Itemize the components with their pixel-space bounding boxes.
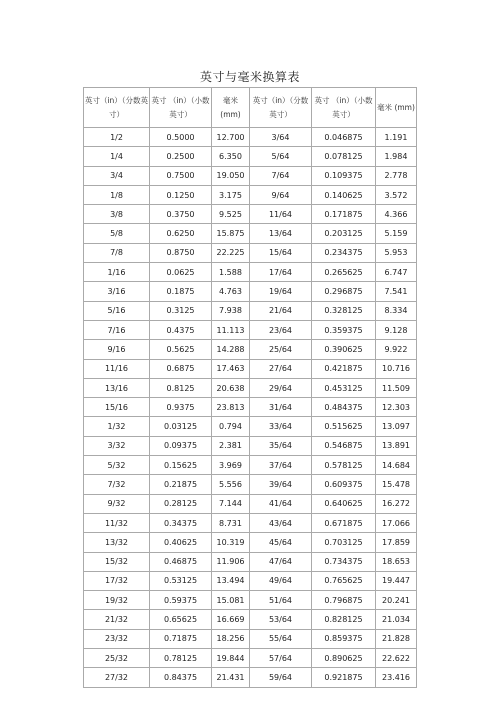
cell-millimeter: 6.350 — [212, 147, 250, 166]
cell-millimeter: 9.525 — [212, 205, 250, 224]
cell-decimal-inch: 0.484375 — [312, 398, 376, 417]
cell-fraction-inch: 53/64 — [250, 610, 312, 629]
cell-millimeter: 19.844 — [212, 649, 250, 668]
cell-millimeter: 3.175 — [212, 185, 250, 204]
cell-decimal-inch: 0.328125 — [312, 301, 376, 320]
cell-fraction-inch: 45/64 — [250, 533, 312, 552]
cell-decimal-inch: 0.609375 — [312, 475, 376, 494]
cell-decimal-inch: 0.890625 — [312, 649, 376, 668]
cell-fraction-inch: 33/64 — [250, 417, 312, 436]
cell-fraction-inch: 35/64 — [250, 436, 312, 455]
cell-millimeter: 4.366 — [376, 205, 417, 224]
cell-millimeter: 7.541 — [376, 282, 417, 301]
cell-decimal-inch: 0.921875 — [312, 668, 376, 687]
cell-millimeter: 11.906 — [212, 552, 250, 571]
cell-decimal-inch: 0.546875 — [312, 436, 376, 455]
cell-decimal-inch: 0.84375 — [150, 668, 212, 687]
cell-decimal-inch: 0.8125 — [150, 378, 212, 397]
cell-fraction-inch: 19/32 — [84, 591, 150, 610]
cell-millimeter: 5.556 — [212, 475, 250, 494]
cell-decimal-inch: 0.53125 — [150, 571, 212, 590]
cell-millimeter: 4.763 — [212, 282, 250, 301]
cell-decimal-inch: 0.0625 — [150, 263, 212, 282]
cell-millimeter: 14.684 — [376, 456, 417, 475]
table-row — [84, 571, 417, 590]
cell-millimeter: 21.034 — [376, 610, 417, 629]
cell-fraction-inch: 17/32 — [84, 571, 150, 590]
cell-fraction-inch: 47/64 — [250, 552, 312, 571]
cell-decimal-inch: 0.765625 — [312, 571, 376, 590]
cell-decimal-inch: 0.5625 — [150, 340, 212, 359]
table-row — [84, 378, 417, 397]
cell-millimeter: 3.969 — [212, 456, 250, 475]
cell-fraction-inch: 11/16 — [84, 359, 150, 378]
table-row — [84, 205, 417, 224]
cell-decimal-inch: 0.5000 — [150, 128, 212, 147]
cell-millimeter: 13.891 — [376, 436, 417, 455]
cell-fraction-inch: 5/8 — [84, 224, 150, 243]
table-row — [84, 398, 417, 417]
cell-fraction-inch: 7/32 — [84, 475, 150, 494]
cell-millimeter: 16.272 — [376, 494, 417, 513]
document-title: 英寸与毫米换算表 — [199, 70, 300, 84]
table-row — [84, 668, 417, 687]
cell-decimal-inch: 0.734375 — [312, 552, 376, 571]
cell-millimeter: 12.303 — [376, 398, 417, 417]
cell-decimal-inch: 0.234375 — [312, 243, 376, 262]
cell-decimal-inch: 0.2500 — [150, 147, 212, 166]
cell-millimeter: 18.256 — [212, 629, 250, 648]
table-row — [84, 301, 417, 320]
cell-decimal-inch: 0.359375 — [312, 320, 376, 339]
cell-decimal-inch: 0.1250 — [150, 185, 212, 204]
cell-decimal-inch: 0.78125 — [150, 649, 212, 668]
table-row — [84, 340, 417, 359]
cell-decimal-inch: 0.6875 — [150, 359, 212, 378]
cell-millimeter: 20.638 — [212, 378, 250, 397]
cell-decimal-inch: 0.09375 — [150, 436, 212, 455]
cell-millimeter: 20.241 — [376, 591, 417, 610]
cell-fraction-inch: 39/64 — [250, 475, 312, 494]
cell-millimeter: 3.572 — [376, 185, 417, 204]
table-row — [84, 513, 417, 532]
cell-millimeter: 21.431 — [212, 668, 250, 687]
cell-fraction-inch: 3/16 — [84, 282, 150, 301]
cell-decimal-inch: 0.140625 — [312, 185, 376, 204]
table-row — [84, 436, 417, 455]
cell-millimeter: 9.922 — [376, 340, 417, 359]
cell-millimeter: 5.159 — [376, 224, 417, 243]
cell-fraction-inch: 3/32 — [84, 436, 150, 455]
header-fraction-inch: 英寸（in）（分数英寸） — [84, 88, 150, 128]
cell-decimal-inch: 0.21875 — [150, 475, 212, 494]
cell-fraction-inch: 7/8 — [84, 243, 150, 262]
cell-decimal-inch: 0.640625 — [312, 494, 376, 513]
cell-millimeter: 5.953 — [376, 243, 417, 262]
cell-decimal-inch: 0.7500 — [150, 166, 212, 185]
cell-millimeter: 1.191 — [376, 128, 417, 147]
cell-millimeter: 10.319 — [212, 533, 250, 552]
cell-fraction-inch: 23/64 — [250, 320, 312, 339]
cell-millimeter: 15.081 — [212, 591, 250, 610]
cell-fraction-inch: 7/16 — [84, 320, 150, 339]
cell-fraction-inch: 15/16 — [84, 398, 150, 417]
cell-decimal-inch: 0.15625 — [150, 456, 212, 475]
cell-fraction-inch: 13/32 — [84, 533, 150, 552]
cell-fraction-inch: 11/64 — [250, 205, 312, 224]
cell-millimeter: 15.875 — [212, 224, 250, 243]
table-row — [84, 649, 417, 668]
cell-millimeter: 16.669 — [212, 610, 250, 629]
table-row — [84, 320, 417, 339]
cell-decimal-inch: 0.828125 — [312, 610, 376, 629]
cell-decimal-inch: 0.3750 — [150, 205, 212, 224]
cell-millimeter: 23.813 — [212, 398, 250, 417]
cell-decimal-inch: 0.109375 — [312, 166, 376, 185]
cell-decimal-inch: 0.296875 — [312, 282, 376, 301]
cell-decimal-inch: 0.859375 — [312, 629, 376, 648]
cell-fraction-inch: 3/4 — [84, 166, 150, 185]
cell-millimeter: 2.778 — [376, 166, 417, 185]
cell-millimeter: 1.984 — [376, 147, 417, 166]
cell-fraction-inch: 41/64 — [250, 494, 312, 513]
cell-decimal-inch: 0.71875 — [150, 629, 212, 648]
cell-millimeter: 1.588 — [212, 263, 250, 282]
cell-fraction-inch: 5/64 — [250, 147, 312, 166]
table-row — [84, 610, 417, 629]
conversion-table — [83, 87, 417, 688]
table-row — [84, 552, 417, 571]
cell-fraction-inch: 17/64 — [250, 263, 312, 282]
cell-decimal-inch: 0.34375 — [150, 513, 212, 532]
cell-fraction-inch: 9/16 — [84, 340, 150, 359]
table-row — [84, 475, 417, 494]
cell-millimeter: 7.144 — [212, 494, 250, 513]
cell-decimal-inch: 0.390625 — [312, 340, 376, 359]
cell-fraction-inch: 43/64 — [250, 513, 312, 532]
cell-millimeter: 6.747 — [376, 263, 417, 282]
cell-fraction-inch: 1/32 — [84, 417, 150, 436]
cell-fraction-inch: 55/64 — [250, 629, 312, 648]
cell-millimeter: 14.288 — [212, 340, 250, 359]
table-row — [84, 282, 417, 301]
cell-millimeter: 10.716 — [376, 359, 417, 378]
cell-millimeter: 19.447 — [376, 571, 417, 590]
cell-millimeter: 0.794 — [212, 417, 250, 436]
cell-fraction-inch: 25/64 — [250, 340, 312, 359]
cell-fraction-inch: 21/64 — [250, 301, 312, 320]
cell-fraction-inch: 25/32 — [84, 649, 150, 668]
cell-millimeter: 22.225 — [212, 243, 250, 262]
cell-decimal-inch: 0.265625 — [312, 263, 376, 282]
table-row — [84, 359, 417, 378]
cell-millimeter: 7.938 — [212, 301, 250, 320]
cell-decimal-inch: 0.046875 — [312, 128, 376, 147]
cell-fraction-inch: 15/32 — [84, 552, 150, 571]
cell-decimal-inch: 0.1875 — [150, 282, 212, 301]
cell-fraction-inch: 37/64 — [250, 456, 312, 475]
cell-millimeter: 8.334 — [376, 301, 417, 320]
cell-decimal-inch: 0.796875 — [312, 591, 376, 610]
cell-fraction-inch: 1/4 — [84, 147, 150, 166]
table-row — [84, 417, 417, 436]
table-row — [84, 591, 417, 610]
cell-decimal-inch: 0.9375 — [150, 398, 212, 417]
cell-decimal-inch: 0.078125 — [312, 147, 376, 166]
cell-millimeter: 22.622 — [376, 649, 417, 668]
header-millimeter: 毫米 (mm) — [212, 88, 250, 128]
table-row — [84, 147, 417, 166]
cell-decimal-inch: 0.03125 — [150, 417, 212, 436]
cell-millimeter: 12.700 — [212, 128, 250, 147]
table-row — [84, 243, 417, 262]
cell-millimeter: 17.066 — [376, 513, 417, 532]
cell-fraction-inch: 51/64 — [250, 591, 312, 610]
cell-fraction-inch: 5/16 — [84, 301, 150, 320]
header-millimeter: 毫米 (mm) — [376, 88, 417, 128]
table-row — [84, 456, 417, 475]
cell-fraction-inch: 19/64 — [250, 282, 312, 301]
header-row — [84, 88, 417, 128]
table-row — [84, 224, 417, 243]
cell-millimeter: 17.859 — [376, 533, 417, 552]
header-decimal-inch: 英寸 （in）（小数英寸） — [150, 88, 212, 128]
cell-fraction-inch: 15/64 — [250, 243, 312, 262]
table-row — [84, 263, 417, 282]
cell-millimeter: 9.128 — [376, 320, 417, 339]
cell-millimeter: 15.478 — [376, 475, 417, 494]
cell-decimal-inch: 0.703125 — [312, 533, 376, 552]
table-row — [84, 533, 417, 552]
cell-decimal-inch: 0.46875 — [150, 552, 212, 571]
cell-fraction-inch: 27/64 — [250, 359, 312, 378]
cell-fraction-inch: 7/64 — [250, 166, 312, 185]
table-body — [84, 128, 417, 688]
table-row — [84, 128, 417, 147]
cell-decimal-inch: 0.8750 — [150, 243, 212, 262]
cell-fraction-inch: 49/64 — [250, 571, 312, 590]
cell-fraction-inch: 13/64 — [250, 224, 312, 243]
cell-millimeter: 13.494 — [212, 571, 250, 590]
cell-decimal-inch: 0.671875 — [312, 513, 376, 532]
cell-decimal-inch: 0.28125 — [150, 494, 212, 513]
cell-decimal-inch: 0.6250 — [150, 224, 212, 243]
cell-millimeter: 19.050 — [212, 166, 250, 185]
cell-fraction-inch: 1/8 — [84, 185, 150, 204]
cell-fraction-inch: 27/32 — [84, 668, 150, 687]
cell-millimeter: 18.653 — [376, 552, 417, 571]
cell-decimal-inch: 0.4375 — [150, 320, 212, 339]
cell-millimeter: 23.416 — [376, 668, 417, 687]
cell-fraction-inch: 31/64 — [250, 398, 312, 417]
cell-fraction-inch: 9/32 — [84, 494, 150, 513]
table-row — [84, 629, 417, 648]
cell-decimal-inch: 0.453125 — [312, 378, 376, 397]
cell-decimal-inch: 0.578125 — [312, 456, 376, 475]
cell-fraction-inch: 1/2 — [84, 128, 150, 147]
cell-millimeter: 2.381 — [212, 436, 250, 455]
cell-fraction-inch: 1/16 — [84, 263, 150, 282]
cell-fraction-inch: 9/64 — [250, 185, 312, 204]
cell-millimeter: 8.731 — [212, 513, 250, 532]
cell-decimal-inch: 0.203125 — [312, 224, 376, 243]
cell-fraction-inch: 3/64 — [250, 128, 312, 147]
table-row — [84, 185, 417, 204]
cell-decimal-inch: 0.59375 — [150, 591, 212, 610]
cell-fraction-inch: 29/64 — [250, 378, 312, 397]
cell-millimeter: 17.463 — [212, 359, 250, 378]
cell-fraction-inch: 5/32 — [84, 456, 150, 475]
cell-fraction-inch: 11/32 — [84, 513, 150, 532]
cell-decimal-inch: 0.515625 — [312, 417, 376, 436]
cell-millimeter: 11.113 — [212, 320, 250, 339]
cell-fraction-inch: 59/64 — [250, 668, 312, 687]
cell-decimal-inch: 0.421875 — [312, 359, 376, 378]
cell-fraction-inch: 23/32 — [84, 629, 150, 648]
table-row — [84, 166, 417, 185]
cell-millimeter: 11.509 — [376, 378, 417, 397]
header-fraction-inch: 英寸（in）（分数英寸） — [250, 88, 312, 128]
cell-decimal-inch: 0.65625 — [150, 610, 212, 629]
table-row — [84, 494, 417, 513]
cell-decimal-inch: 0.171875 — [312, 205, 376, 224]
cell-millimeter: 13.097 — [376, 417, 417, 436]
cell-fraction-inch: 57/64 — [250, 649, 312, 668]
header-decimal-inch: 英寸 （in）（小数英寸） — [312, 88, 376, 128]
cell-decimal-inch: 0.3125 — [150, 301, 212, 320]
cell-fraction-inch: 21/32 — [84, 610, 150, 629]
cell-fraction-inch: 13/16 — [84, 378, 150, 397]
cell-decimal-inch: 0.40625 — [150, 533, 212, 552]
cell-fraction-inch: 3/8 — [84, 205, 150, 224]
cell-millimeter: 21.828 — [376, 629, 417, 648]
